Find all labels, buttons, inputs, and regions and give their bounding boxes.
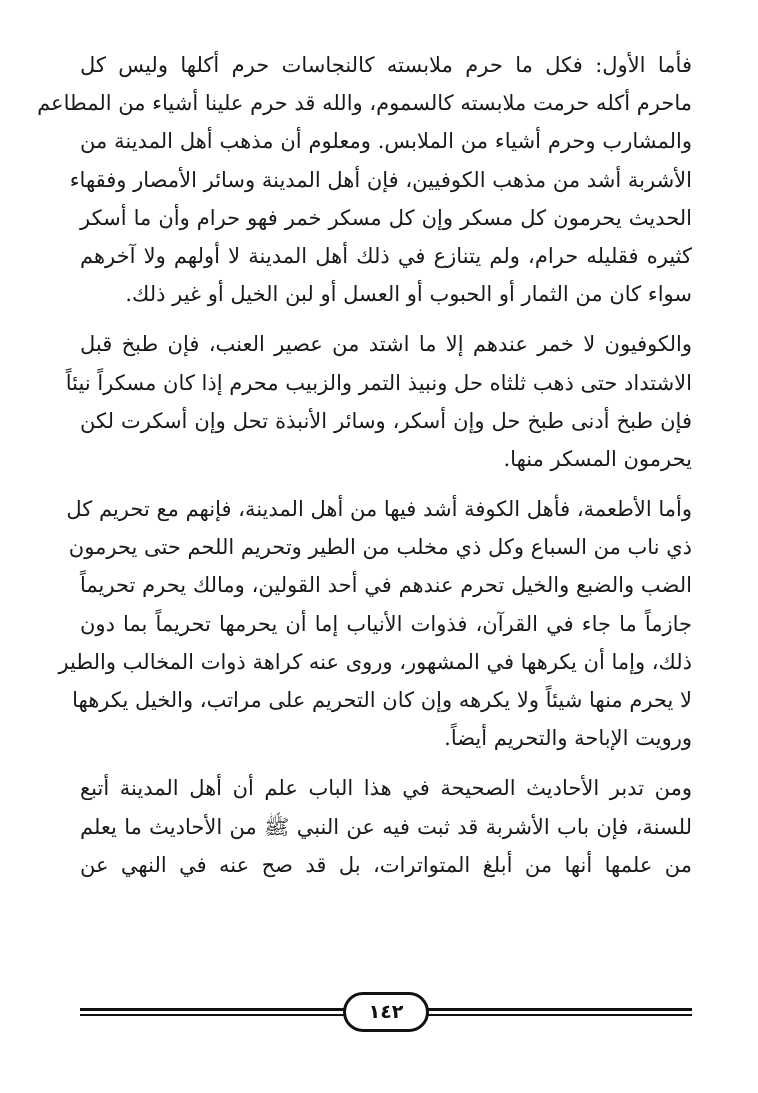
text-line: يحرمون المسكر منها.: [503, 446, 692, 471]
text-line: سواء كان من الثمار أو الحبوب أو العسل أو لبن الخيل أو غير ذلك.: [125, 282, 692, 307]
text-line: والمشارب وحرم أشياء من الملابس. ومعلوم أن مذهب أهل المدينة من: [80, 129, 692, 154]
text-line: الاشتداد حتى ذهب ثلثاه حل ونبيذ التمر والزبيب محرم إذا كان مسكراً نيئاً: [65, 370, 692, 395]
text-line: الحديث يحرمون كل مسكر وإن كل مسكر خمر فهو حرام وأن ما أسكر: [80, 205, 692, 230]
text-line: الأشربة أشد من مذهب الكوفيين، فإن أهل المدينة وسائر الأمصار وفقهاء: [69, 167, 692, 192]
text-line: ذي ناب من السباع وكل ذي مخلب من الطير وتحريم اللحم حتى يحرمون: [68, 535, 692, 560]
text-line: جازماً ما جاء في القرآن، فذوات الأنياب إما أن يحرمها تحريماً بما دون: [80, 611, 692, 636]
text-line: لا يحرم منها شيئاً ولا يكرهه وإن كان التحريم على مراتب، والخيل يكرهها: [72, 688, 692, 712]
text-line: من علمها أنها من أبلغ المتواترات، بل قد صح عنه في النهي عن: [80, 852, 692, 877]
text-line: وأما الأطعمة، فأهل الكوفة أشد فيها من أهل المدينة، فإنهم مع تحريم كل: [66, 497, 692, 522]
paragraph-4: [80, 769, 692, 884]
page-footer: [80, 992, 692, 1036]
text-line: فإن طبخ أدنى طبخ حل وإن أسكر، وسائر الأنبذة تحل وإن أسكرت لكن: [80, 408, 692, 433]
text-line: الضب والضبع والخيل تحرم عندهم في أحد القولين، ومالك يحرم تحريماً: [80, 573, 692, 598]
text-line: ومن تدبر الأحاديث الصحيحة في هذا الباب علم أن أهل المدينة أتبع: [80, 776, 692, 801]
text-line: ذلك، وإما أن يكرهها في المشهور، وروى عنه كراهة ذوات المخالب والطير: [58, 649, 692, 674]
text-line: فأما الأول: فكل ما حرم ملابسته كالنجاسات حرم أكلها وليس كل: [80, 53, 692, 77]
paragraph-2: [65, 325, 692, 478]
text-line: ماحرم أكله حرمت ملابسته كالسموم، والله قد حرم علينا أشياء من المطاعم: [37, 91, 692, 116]
text-line: للسنة، فإن باب الأشربة قد ثبت فيه عن النبي ﷺ من الأحاديث ما يعلم: [80, 814, 692, 839]
text-line: ورويت الإباحة والتحريم أيضاً.: [444, 726, 692, 751]
text-line: كثيره فقليله حرام، ولم يتنازع في ذلك أهل المدينة لا أولهم ولا آخرهم: [80, 243, 692, 268]
paragraph-1: [37, 46, 692, 313]
page-number: ١٤٢: [343, 992, 429, 1032]
text-line: والكوفيون لا خمر عندهم إلا ما اشتد من عصير العنب، فإن طبخ قبل: [80, 332, 692, 357]
paragraph-3: [58, 490, 692, 757]
page-body: [37, 46, 692, 896]
